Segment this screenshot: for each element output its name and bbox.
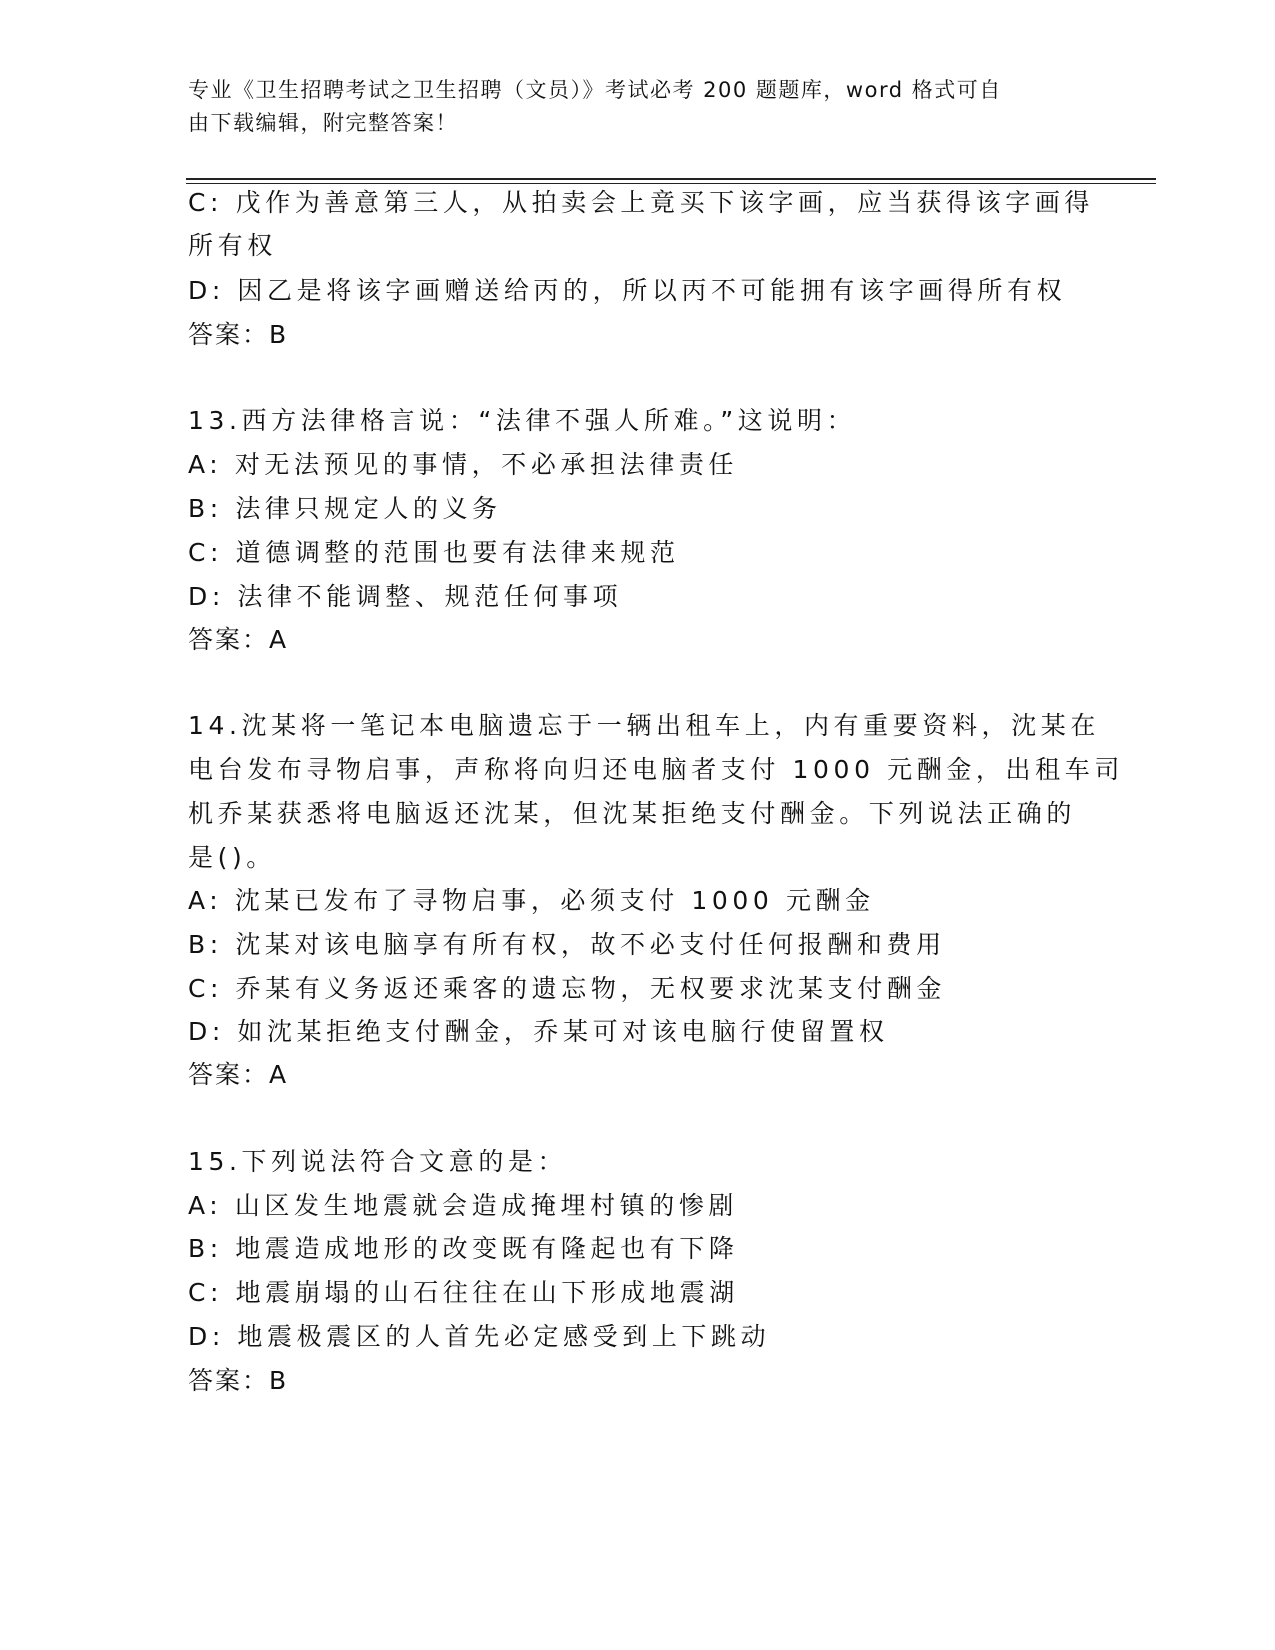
q14-stem-line-4: 是()。: [188, 843, 276, 872]
document-header: [188, 74, 1068, 140]
q13-stem: 13.西方法律格言说：“法律不强人所难。”这说明：: [188, 406, 857, 435]
q12-option-c-line-2: 所有权: [188, 231, 277, 260]
q13-option-b: B: 法律只规定人的义务: [188, 494, 502, 523]
q14-stem-line-3: 机乔某获悉将电脑返还沈某，但沈某拒绝支付酬金。下列说法正确的: [188, 799, 1077, 828]
q15-stem: 15.下列说法符合文意的是：: [188, 1147, 568, 1176]
q13-option-c: C: 道德调整的范围也要有法律来规范: [188, 538, 680, 567]
q12-option-d: D: 因乙是将该字画赠送给丙的，所以丙不可能拥有该字画得所有权: [188, 276, 1067, 305]
q15-answer: 答案：B: [188, 1366, 289, 1395]
q14-option-d: D: 如沈某拒绝支付酬金，乔某可对该电脑行使留置权: [188, 1017, 889, 1046]
header-divider-thin: [186, 183, 1156, 184]
header-title-line-1: 专业《卫生招聘考试之卫生招聘（文员）》考试必考 200 题题库，word 格式可自: [188, 78, 1002, 102]
q14-answer: 答案：A: [188, 1060, 289, 1089]
q14-stem-line-1: 14.沈某将一笔记本电脑遗忘于一辆出租车上，内有重要资料，沈某在: [188, 711, 1100, 740]
q13-answer: 答案：A: [188, 625, 289, 654]
q14-option-b: B: 沈某对该电脑享有所有权，故不必支付任何报酬和费用: [188, 930, 946, 959]
header-title-line-2: 由下载编辑，附完整答案！: [188, 111, 458, 135]
q14-option-a: A: 沈某已发布了寻物启事，必须支付 1000 元酬金: [188, 886, 875, 915]
header-divider-thick: [186, 178, 1156, 180]
q14-stem-line-2: 电台发布寻物启事，声称将向归还电脑者支付 1000 元酬金，出租车司: [188, 755, 1124, 784]
q15-option-a: A: 山区发生地震就会造成掩埋村镇的惨剧: [188, 1191, 739, 1220]
q14-option-c: C: 乔某有义务返还乘客的遗忘物，无权要求沈某支付酬金: [188, 974, 947, 1003]
q12-option-c-line-1: C: 戊作为善意第三人，从拍卖会上竟买下该字画，应当获得该字画得: [188, 188, 1095, 217]
q13-option-a: A: 对无法预见的事情，不必承担法律责任: [188, 450, 739, 479]
q12-answer: 答案：B: [188, 320, 289, 349]
q13-option-d: D: 法律不能调整、规范任何事项: [188, 582, 623, 611]
q15-option-b: B: 地震造成地形的改变既有隆起也有下降: [188, 1234, 739, 1263]
q15-option-c: C: 地震崩塌的山石往往在山下形成地震湖: [188, 1278, 739, 1307]
q15-option-d: D: 地震极震区的人首先必定感受到上下跳动: [188, 1322, 771, 1351]
